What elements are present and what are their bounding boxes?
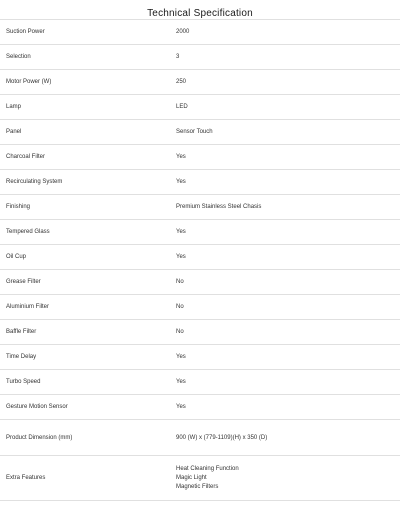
- spec-value: Yes: [176, 254, 186, 260]
- spec-label: Tempered Glass: [6, 229, 50, 235]
- spec-label: Suction Power: [6, 29, 45, 35]
- spec-label: Selection: [6, 54, 31, 60]
- spec-value: Premium Stainless Steel Chasis: [176, 204, 262, 210]
- spec-row-time-delay: [0, 345, 400, 370]
- spec-value: Yes: [176, 154, 186, 160]
- spec-row-tempered-glass: [0, 220, 400, 245]
- spec-row-baffle-filter: [0, 320, 400, 345]
- spec-label: Motor Power (W): [6, 79, 52, 85]
- spec-value: No: [176, 279, 184, 285]
- spec-row-recirculating-system: [0, 170, 400, 195]
- spec-label: Gesture Motion Sensor: [6, 404, 68, 410]
- spec-label: Oil Cup: [6, 254, 27, 260]
- spec-label: Extra Features: [6, 475, 46, 481]
- spec-label: Panel: [6, 129, 22, 135]
- spec-row-oil-cup: [0, 245, 400, 270]
- spec-label: Finishing: [6, 204, 31, 210]
- spec-table: [0, 19, 400, 501]
- spec-value-list: [176, 465, 400, 492]
- spec-value: Yes: [176, 179, 186, 185]
- spec-row-motor-power: [0, 70, 400, 95]
- spec-value: Yes: [176, 354, 186, 360]
- spec-value: No: [176, 304, 184, 310]
- spec-value: Sensor Touch: [176, 129, 213, 135]
- extra-feature-item: Magnetic Filters: [176, 483, 219, 490]
- spec-label: Grease Filter: [6, 279, 41, 285]
- spec-row-grease-filter: [0, 270, 400, 295]
- spec-row-turbo-speed: [0, 370, 400, 395]
- spec-row-panel: [0, 120, 400, 145]
- extra-feature-item: Magic Light: [176, 474, 207, 481]
- spec-row-extra-features: [0, 456, 400, 501]
- spec-row-suction-power: [0, 20, 400, 45]
- spec-label: Recirculating System: [6, 179, 63, 185]
- spec-row-finishing: [0, 195, 400, 220]
- spec-label: Charcoal Filter: [6, 154, 46, 160]
- spec-value: LED: [176, 104, 188, 110]
- spec-row-product-dimension: [0, 420, 400, 456]
- spec-value: 250: [176, 79, 187, 85]
- spec-value: 2000: [176, 29, 190, 35]
- spec-row-lamp: [0, 95, 400, 120]
- page-title: Technical Specification: [147, 8, 253, 19]
- spec-label: Aluminium Filter: [6, 304, 50, 310]
- spec-row-aluminium-filter: [0, 295, 400, 320]
- spec-row-gesture-motion-sensor: [0, 395, 400, 420]
- spec-label: Turbo Speed: [6, 379, 41, 385]
- spec-value: 3: [176, 54, 180, 60]
- spec-value: Yes: [176, 229, 186, 235]
- spec-row-selection: [0, 45, 400, 70]
- spec-value: Yes: [176, 379, 186, 385]
- spec-label: Lamp: [6, 104, 22, 110]
- spec-value: 900 (W) x (779-1109)(H) x 350 (D): [176, 434, 268, 441]
- spec-label: Product Dimension (mm): [6, 434, 73, 441]
- spec-value: No: [176, 329, 184, 335]
- spec-value: Yes: [176, 404, 186, 410]
- spec-row-charcoal-filter: [0, 145, 400, 170]
- extra-feature-item: Heat Cleaning Function: [176, 465, 239, 472]
- spec-label: Time Delay: [6, 354, 37, 360]
- spec-label: Baffle Filter: [6, 329, 37, 335]
